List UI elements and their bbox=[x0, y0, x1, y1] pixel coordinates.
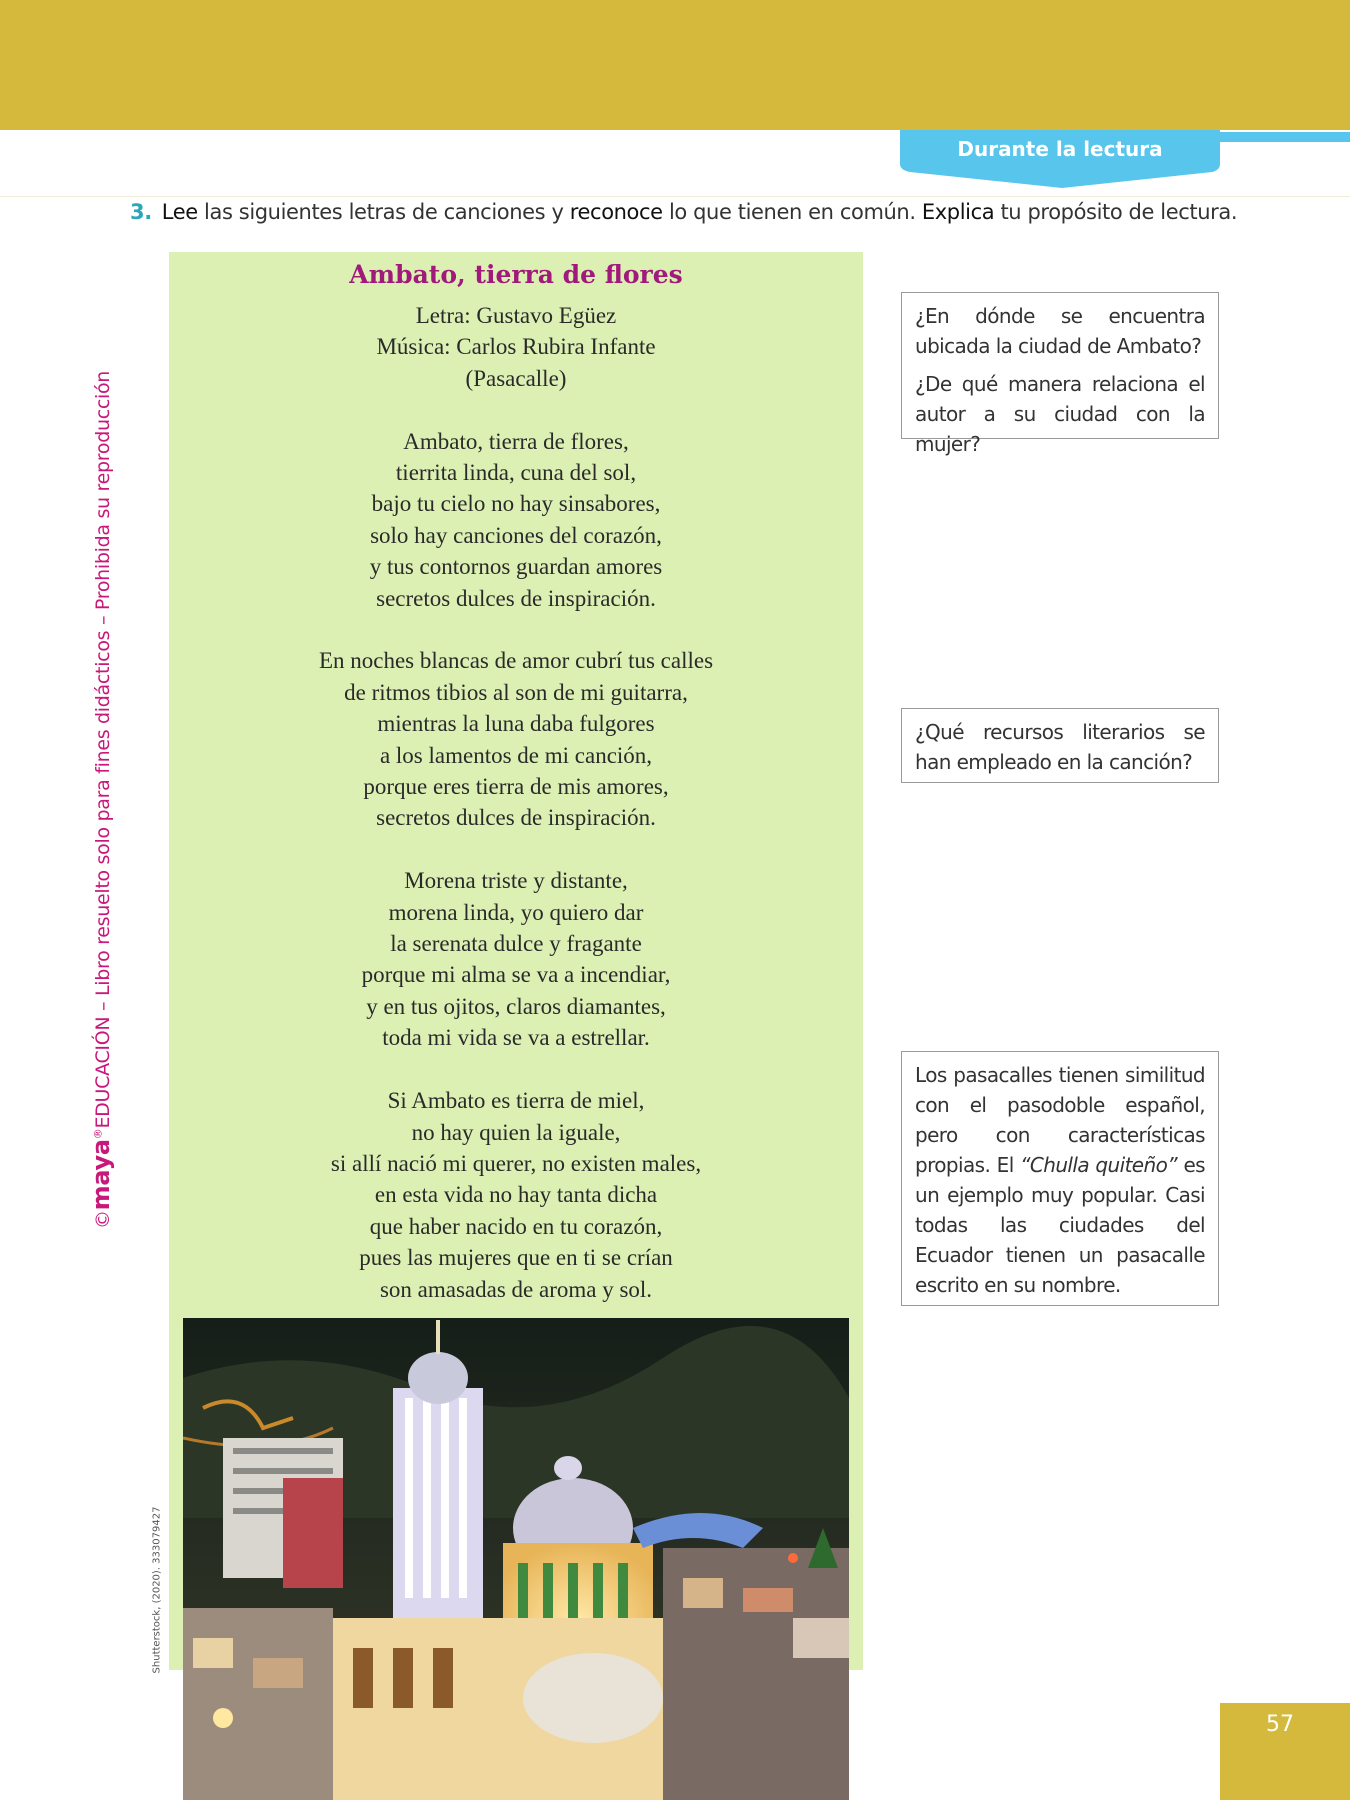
instruction-text: lo que tienen en común. bbox=[662, 200, 922, 224]
header-rule bbox=[0, 196, 1350, 197]
instruction-text: tu propósito de lectura. bbox=[994, 200, 1238, 224]
verse-line: bajo tu cielo no hay sinsabores, bbox=[371, 491, 661, 517]
verse-line: y tus contornos guardan amores bbox=[369, 554, 663, 580]
registered-mark: ® bbox=[91, 1128, 105, 1140]
question-text: ¿En dónde se encuentra ubicada la ciudad de Ambato? bbox=[915, 304, 1205, 358]
stanza-4 bbox=[169, 1085, 863, 1305]
cathedral-photo bbox=[183, 1318, 849, 1800]
verse-line: Ambato, tierra de flores, bbox=[403, 428, 629, 454]
verse-line: porque eres tierra de mis amores, bbox=[363, 774, 669, 800]
info-box-pasacalles bbox=[901, 1051, 1219, 1306]
info-text bbox=[915, 1060, 1205, 1300]
copyright-text bbox=[87, 371, 115, 1229]
instruction bbox=[130, 200, 1260, 224]
verse-line: tierrita linda, cuna del sol, bbox=[395, 460, 637, 486]
verse-line: si allí nació mi querer, no existen males, bbox=[330, 1150, 702, 1176]
instruction-number: 3. bbox=[130, 200, 152, 224]
stanza-3 bbox=[169, 865, 863, 1053]
verse-line: a los lamentos de mi canción, bbox=[379, 742, 653, 768]
verse-line: en esta vida no hay tanta dicha bbox=[374, 1182, 658, 1208]
verse-line: En noches blancas de amor cubrí tus calles bbox=[318, 648, 714, 674]
song-credit-genre: (Pasacalle) bbox=[465, 365, 567, 391]
verse-line: y en tus ojitos, claros diamantes, bbox=[366, 993, 666, 1019]
instruction-keyword-lee: Lee bbox=[161, 200, 198, 224]
brand-logo: maya bbox=[87, 1139, 115, 1211]
page-number: 57 bbox=[1266, 1712, 1294, 1737]
verse-line: toda mi vida se va a estrellar. bbox=[382, 1025, 650, 1051]
info-text-before: Los pasacalles tienen similitud con el pasodoble español, pero con características propias. El bbox=[915, 1063, 1205, 1177]
song-title: Ambato, tierra de flores bbox=[349, 260, 683, 289]
verse-line: porque mi alma se va a incendiar, bbox=[361, 962, 671, 988]
verse-line: la serenata dulce y fragante bbox=[390, 931, 642, 957]
verse-line: de ritmos tibios al son de mi guitarra, bbox=[344, 679, 688, 705]
copyright-body: EDUCACIÓN – Libro resuelto solo para fines didácticos – Prohibida su reproducción bbox=[92, 370, 114, 1129]
verse-line: solo hay canciones del corazón, bbox=[370, 522, 662, 548]
info-text-after: es un ejemplo muy popular. Casi todas las ciudades del Ecuador tienen un pasacalle escrito en su nombre. bbox=[915, 1153, 1205, 1297]
instruction-keyword-reconoce: reconoce bbox=[569, 200, 663, 224]
verse-line: son amasadas de aroma y sol. bbox=[379, 1276, 653, 1302]
stanza-2 bbox=[169, 645, 863, 833]
verse-line: secretos dulces de inspiración. bbox=[376, 805, 656, 831]
cathedral-illustration bbox=[183, 1318, 849, 1800]
question-box-literary-devices bbox=[901, 708, 1219, 783]
copyright-symbol: © bbox=[92, 1210, 114, 1230]
top-color-band bbox=[0, 0, 1350, 130]
question-text: ¿Qué recursos literarios se han empleado en la canción? bbox=[915, 720, 1205, 774]
verse-line: no hay quien la iguale, bbox=[411, 1119, 621, 1145]
verse-line: mientras la luna daba fulgores bbox=[377, 711, 655, 737]
info-text-italic: “Chulla quiteño” bbox=[1020, 1153, 1177, 1177]
verse-line: morena linda, yo quiero dar bbox=[388, 899, 644, 925]
song-credit-music: Música: Carlos Rubira Infante bbox=[376, 334, 656, 360]
stanza-1 bbox=[169, 426, 863, 614]
tab-stripe bbox=[1218, 132, 1350, 142]
verse-line: pues las mujeres que en ti se crían bbox=[359, 1245, 673, 1271]
verse-line: secretos dulces de inspiración. bbox=[376, 585, 656, 611]
song-credit-lyrics: Letra: Gustavo Egüez bbox=[415, 303, 617, 328]
question-box-location bbox=[901, 292, 1219, 456]
verse-line: Si Ambato es tierra de miel, bbox=[387, 1088, 645, 1114]
section-tab-label: Durante la lectura bbox=[957, 137, 1163, 161]
question-text: ¿De qué manera relaciona el autor a su ciudad con la mujer? bbox=[915, 372, 1205, 456]
song-body bbox=[169, 300, 863, 1305]
verse-line: Morena triste y distante, bbox=[404, 868, 628, 894]
photo-credit-text: Shutterstock, (2020). 333079427 bbox=[151, 1506, 163, 1674]
section-tab bbox=[900, 130, 1220, 188]
instruction-keyword-explica: Explica bbox=[921, 200, 995, 224]
instruction-text: las siguientes letras de canciones y bbox=[197, 200, 570, 224]
verse-line: que haber nacido en tu corazón, bbox=[369, 1213, 663, 1239]
